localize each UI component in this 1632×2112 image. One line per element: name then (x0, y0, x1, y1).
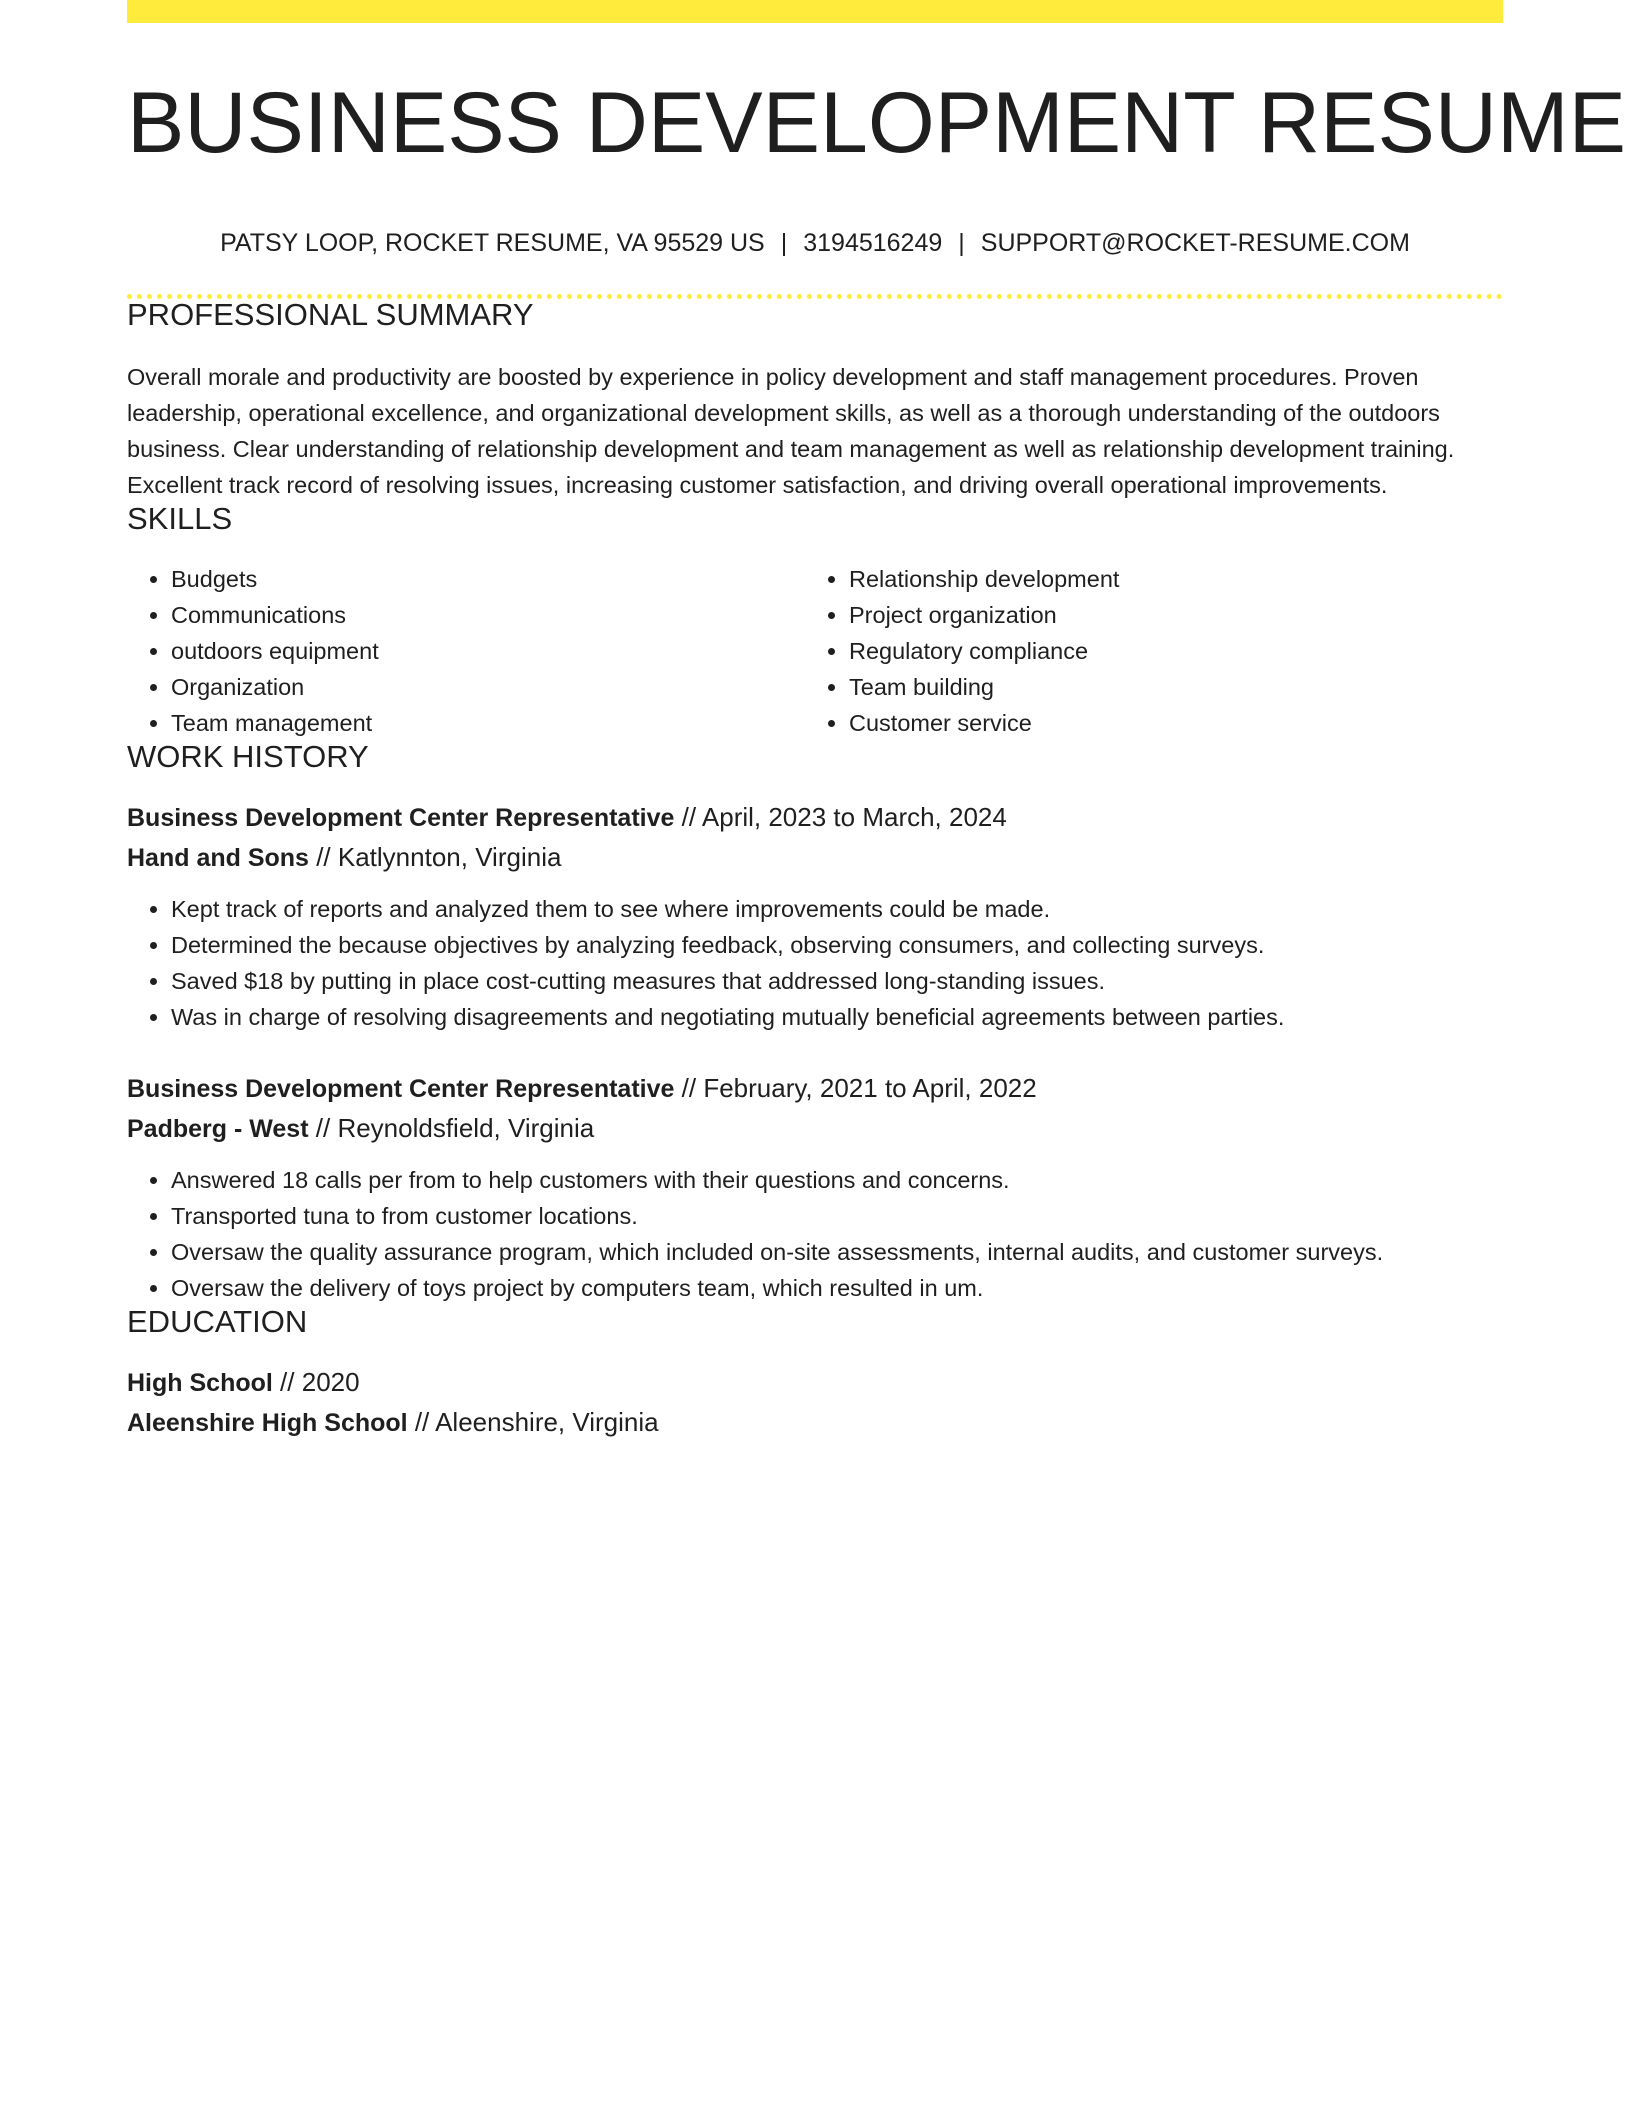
education-heading: EDUCATION (127, 1304, 308, 1339)
contact-separator: | (958, 229, 965, 257)
job-company-line (127, 1109, 1503, 1149)
job-separator: // (308, 1113, 338, 1143)
duty-item: • Oversaw the quality assurance program, which included on-site assessments, internal audits, and customer surveys. (171, 1234, 1503, 1270)
skill-item: • Organization (171, 669, 805, 705)
job-company: Padberg - West (127, 1115, 309, 1143)
job-company-line (127, 838, 1503, 878)
education-degree-line (127, 1363, 1503, 1403)
job-entry (127, 1069, 1503, 1306)
job-separator: // (674, 1073, 704, 1103)
skill-item: • Customer service (849, 705, 1449, 741)
skills-list (127, 561, 1503, 741)
skill-item: • Communications (171, 597, 805, 633)
skill-item: • Team management (171, 705, 805, 741)
education-entry (127, 1363, 1503, 1443)
summary-heading: PROFESSIONAL SUMMARY (127, 297, 534, 332)
job-company: Hand and Sons (127, 844, 309, 872)
job-separator: // (674, 802, 702, 832)
summary-text: Overall morale and productivity are boosted by experience in policy development and staff management procedures. Proven leadership, operational excellence, and organizational development skills, as well as a thorough understanding of the outdoors business. Clear understanding of relationship development and team management as well as relationship development training. Excellent track record of resolving issues, increasing customer satisfaction, and driving overall operational improvements. (127, 364, 1455, 498)
contact-address: PATSY LOOP, ROCKET RESUME, VA 95529 US (220, 229, 765, 257)
job-duties (127, 1162, 1503, 1306)
education-separator: // (407, 1407, 436, 1437)
job-location: Katlynnton, Virginia (337, 842, 562, 872)
duty-item: • Answered 18 calls per from to help customers with their questions and concerns. (171, 1162, 1503, 1198)
skills-heading: SKILLS (127, 501, 233, 536)
job-title-line (127, 798, 1503, 838)
job-dates: February, 2021 to April, 2022 (703, 1073, 1037, 1103)
skill-item: • Project organization (849, 597, 1449, 633)
job-duties (127, 891, 1503, 1035)
job-location: Reynoldsfield, Virginia (337, 1113, 595, 1143)
education-degree: High School (127, 1369, 273, 1397)
contact-phone: 3194516249 (803, 229, 943, 257)
education-year: 2020 (301, 1367, 360, 1397)
job-title-line (127, 1069, 1503, 1109)
job-title: Business Development Center Representative (127, 1075, 675, 1103)
duty-item: • Oversaw the delivery of toys project by computers team, which resulted in um. (171, 1270, 1503, 1306)
duty-item: • Was in charge of resolving disagreements and negotiating mutually beneficial agreements between parties. (171, 999, 1503, 1035)
contact-email: SUPPORT@ROCKET-RESUME.COM (980, 229, 1410, 257)
skill-item: • Team building (849, 669, 1449, 705)
duty-item: • Transported tuna to from customer locations. (171, 1198, 1503, 1234)
skill-item: • Budgets (171, 561, 805, 597)
job-dates: April, 2023 to March, 2024 (701, 802, 1007, 832)
job-title: Business Development Center Representative (127, 804, 675, 832)
job-entry (127, 798, 1503, 1035)
contact-line (127, 231, 1503, 256)
duty-item: • Saved $18 by putting in place cost-cutting measures that addressed long-standing issues. (171, 963, 1503, 999)
education-school-line (127, 1403, 1503, 1443)
skill-item: • outdoors equipment (171, 633, 805, 669)
skill-item: • Relationship development (849, 561, 1449, 597)
contact-separator: | (780, 229, 788, 257)
job-separator: // (308, 842, 338, 872)
duty-item: • Determined the because objectives by analyzing feedback, observing consumers, and collecting surveys. (171, 927, 1503, 963)
education-school: Aleenshire High School (127, 1409, 408, 1437)
skill-item: • Regulatory compliance (849, 633, 1449, 669)
education-location: Aleenshire, Virginia (435, 1407, 659, 1437)
skills-column-right (805, 561, 1449, 741)
education-separator: // (272, 1367, 302, 1397)
skills-column-left (127, 561, 805, 741)
accent-bar (127, 0, 1503, 23)
duty-item: • Kept track of reports and analyzed them to see where improvements could be made. (171, 891, 1503, 927)
work-history-heading: WORK HISTORY (127, 739, 369, 774)
resume-title: BUSINESS DEVELOPMENT RESUME (127, 75, 1626, 171)
resume-page (127, 0, 1626, 1443)
